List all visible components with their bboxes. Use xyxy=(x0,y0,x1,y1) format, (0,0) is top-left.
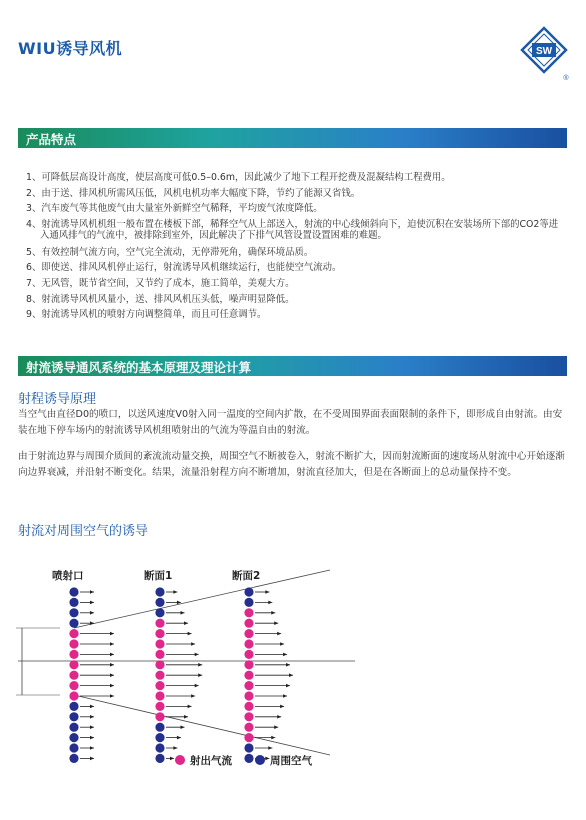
jet-air-dot xyxy=(244,629,253,638)
jet-air-dot xyxy=(69,671,78,680)
jet-air-dot xyxy=(244,639,253,648)
velocity-arrow-head xyxy=(198,663,202,667)
ambient-air-dot xyxy=(69,619,78,628)
list-item: 5、有效控制气流方向，空气完全流动，无停滞死角，确保环境品质。 xyxy=(26,246,314,258)
jet-air-dot xyxy=(244,681,253,690)
legend-ambient-label: 周围空气 xyxy=(270,755,312,767)
velocity-arrow-head xyxy=(90,705,94,709)
page-title: WIU诱导风机 xyxy=(18,39,123,58)
ambient-air-dot xyxy=(69,733,78,742)
velocity-arrow-head xyxy=(280,642,284,646)
ambient-air-dot xyxy=(155,743,164,752)
velocity-arrow-head xyxy=(283,694,287,698)
velocity-arrow-head xyxy=(173,590,177,594)
ambient-air-dot xyxy=(69,702,78,711)
ambient-air-dot xyxy=(244,598,253,607)
jet-air-dot xyxy=(69,691,78,700)
list-item: 3、汽车废气等其他废气由大量室外新鲜空气稀释，平均废气浓度降低。 xyxy=(26,203,323,215)
jet-air-dot xyxy=(69,660,78,669)
velocity-arrow-head xyxy=(184,621,188,625)
jet-air-dot xyxy=(244,660,253,669)
velocity-arrow-head xyxy=(110,632,114,636)
velocity-arrow-head xyxy=(90,611,94,615)
ambient-air-dot xyxy=(155,587,164,596)
velocity-arrow-head xyxy=(195,653,199,657)
ambient-air-dot xyxy=(155,754,164,763)
jet-air-dot xyxy=(244,691,253,700)
velocity-arrow-head xyxy=(90,736,94,740)
velocity-arrow-head xyxy=(188,705,192,709)
logo-text: SW xyxy=(535,46,553,57)
velocity-arrow-head xyxy=(277,632,281,636)
velocity-arrow-head xyxy=(173,746,177,750)
jet-air-dot xyxy=(155,702,164,711)
jet-air-dot xyxy=(155,639,164,648)
jet-air-dot xyxy=(155,619,164,628)
velocity-arrow-head xyxy=(110,684,114,688)
jet-air-dot xyxy=(244,619,253,628)
velocity-arrow-head xyxy=(271,736,275,740)
subheading-induction: 射流对周围空气的诱导 xyxy=(18,524,149,539)
velocity-arrow-head xyxy=(110,694,114,698)
jet-air-dot xyxy=(155,650,164,659)
list-item: 7、无风管，既节省空间，又节约了成本，施工简单，美观大方。 xyxy=(26,277,295,289)
velocity-arrow-head xyxy=(271,611,275,615)
label-section-2: 断面2 xyxy=(232,570,261,582)
velocity-arrow-head xyxy=(184,715,188,719)
jet-air-dot xyxy=(69,629,78,638)
ambient-air-dot xyxy=(69,587,78,596)
velocity-arrow-head xyxy=(90,757,94,761)
subheading-jet-range: 射程诱导原理 xyxy=(18,392,97,407)
velocity-arrow-head xyxy=(180,611,184,615)
jet-air-dot xyxy=(155,681,164,690)
velocity-arrow-head xyxy=(90,715,94,719)
ambient-air-dot xyxy=(244,587,253,596)
list-item: 4、射流诱导风机机组一般布置在楼板下部，稀释空气从上部送入，射流的中心线倾斜向下，迫使沉积在安装场所下部的CO2等进入通风排气的气流中，被排除到室外，因此解决了下排气风管设置设置困难的难题。 xyxy=(26,218,559,242)
velocity-arrow-head xyxy=(289,673,293,677)
paragraph-entrainment: 由于射流边界与周围介质间的紊流流动量交换，周围空气不断被卷入，射流不断扩大，因而射流断面的速度场从射流中心开始逐渐向边界衰减，并沿射不断变化。结果，流量沿射程方向不断增加，射流直径加大，但是在各断面上的总动量保持不变。 xyxy=(18,451,565,478)
velocity-arrow-head xyxy=(180,725,184,729)
jet-air-dot xyxy=(244,733,253,742)
velocity-arrow-head xyxy=(191,694,195,698)
velocity-arrow-head xyxy=(195,684,199,688)
list-item: 8、射流诱导风机风量小，送、排风风机压头低，噪声明显降低。 xyxy=(26,293,295,305)
velocity-arrow-head xyxy=(265,757,269,761)
ambient-air-dot xyxy=(155,733,164,742)
ambient-air-dot xyxy=(155,723,164,732)
velocity-arrow-head xyxy=(274,621,278,625)
velocity-arrow-head xyxy=(286,663,290,667)
jet-induction-diagram xyxy=(0,550,586,820)
ambient-air-dot xyxy=(69,598,78,607)
velocity-arrow-head xyxy=(170,757,174,761)
velocity-arrow-head xyxy=(90,746,94,750)
jet-air-dot xyxy=(155,671,164,680)
velocity-arrow-head xyxy=(268,746,272,750)
velocity-arrow-head xyxy=(110,653,114,657)
velocity-arrow-head xyxy=(110,673,114,677)
jet-air-dot xyxy=(155,660,164,669)
ambient-air-dot xyxy=(69,723,78,732)
velocity-arrow-head xyxy=(177,736,181,740)
velocity-arrow-head xyxy=(283,653,287,657)
legend-ambient-dot xyxy=(255,755,265,765)
ambient-air-dot xyxy=(69,712,78,721)
jet-air-dot xyxy=(244,702,253,711)
velocity-arrow-head xyxy=(110,642,114,646)
company-logo xyxy=(518,24,570,84)
jet-air-dot xyxy=(155,629,164,638)
jet-air-dot xyxy=(244,712,253,721)
legend-jet-dot xyxy=(175,755,185,765)
velocity-arrow-head xyxy=(286,684,290,688)
paragraph-free-jet: 当空气由直径D0的喷口，以送风速度V0射入同一温度的空间内扩散，在不受周围界面表面限制的条件下，即形成自由射流。由安装在地下停车场内的射流诱导风机组喷射出的气流为等温自由的射流。 xyxy=(18,409,563,436)
velocity-arrow-head xyxy=(90,621,94,625)
ambient-air-dot xyxy=(155,608,164,617)
velocity-arrow-head xyxy=(198,673,202,677)
section-heading-principle: 射流诱导通风系统的基本原理及理论计算 xyxy=(26,360,252,375)
velocity-arrow-head xyxy=(110,663,114,667)
jet-air-dot xyxy=(244,671,253,680)
velocity-arrow-head xyxy=(265,590,269,594)
ambient-air-dot xyxy=(244,743,253,752)
velocity-arrow-head xyxy=(90,725,94,729)
jet-air-dot xyxy=(155,712,164,721)
features-list xyxy=(26,170,566,323)
jet-air-dot xyxy=(69,639,78,648)
section-heading-features: 产品特点 xyxy=(26,132,77,147)
velocity-arrow-head xyxy=(188,632,192,636)
list-item: 9、射流诱导风机的喷射方向调整简单，而且可任意调节。 xyxy=(26,309,267,321)
jet-boundary-upper xyxy=(74,570,330,628)
jet-boundary-lower xyxy=(74,695,330,755)
ambient-air-dot xyxy=(69,608,78,617)
velocity-arrow-head xyxy=(90,590,94,594)
velocity-arrow-head xyxy=(268,601,272,605)
velocity-arrow-head xyxy=(90,601,94,605)
diagram-layer xyxy=(16,570,355,763)
velocity-arrow-head xyxy=(277,715,281,719)
label-section-1: 断面1 xyxy=(144,570,173,582)
jet-air-dot xyxy=(244,723,253,732)
ambient-air-dot xyxy=(69,743,78,752)
legend-jet-label: 射出气流 xyxy=(190,755,232,767)
jet-air-dot xyxy=(244,608,253,617)
list-item: 6、即使送、排风风机停止运行，射流诱导风机继续运行，也能使空气流动。 xyxy=(26,262,342,274)
logo-registered-mark: ® xyxy=(563,75,569,82)
velocity-arrow-head xyxy=(274,725,278,729)
list-item: 1、可降低层高设计高度，使层高度可低0.5–0.6m，因此减少了地下工程开挖费及混凝结构工程费用。 xyxy=(26,172,451,183)
jet-air-dot xyxy=(69,681,78,690)
jet-air-dot xyxy=(244,650,253,659)
list-item: 2、由于送、排风机所需风压低，风机电机功率大幅度下降，节约了能源又省钱。 xyxy=(26,187,361,199)
jet-air-dot xyxy=(155,691,164,700)
velocity-arrow-head xyxy=(280,705,284,709)
ambient-air-dot xyxy=(69,754,78,763)
velocity-arrow-head xyxy=(191,642,195,646)
ambient-air-dot xyxy=(244,754,253,763)
section-band-features xyxy=(18,128,567,148)
ambient-air-dot xyxy=(155,598,164,607)
section-band-principle xyxy=(18,356,567,376)
jet-air-dot xyxy=(69,650,78,659)
label-nozzle: 喷射口 xyxy=(52,570,84,582)
